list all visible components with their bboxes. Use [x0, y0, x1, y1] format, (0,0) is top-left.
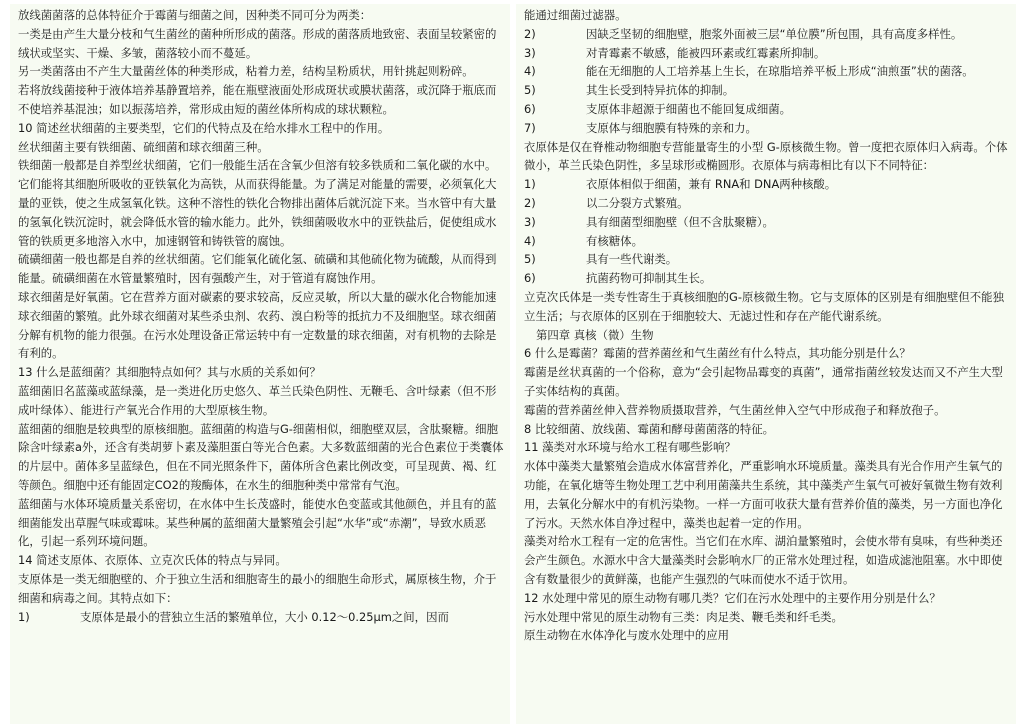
list-item [524, 81, 1010, 100]
list-text: 支原体是最小的营独立生活的繁殖单位，大小 0.12～0.25μm之间，因而 [80, 609, 449, 624]
paragraph: 藻类对给水工程有一定的危害性。当它们在水库、湖泊量繁殖时，会使水带有臭味，有些种类还会产生颜色。水源水中含大量藻类时会影响水厂的正常水处理过程，如造成滤池阻塞。水中即使含有数量很少的黄鲜藻，也能产生强烈的气味而使水不适于饮用。 [524, 534, 1003, 586]
list-number: 4) [524, 233, 536, 248]
list-text: 有核糖体。 [586, 233, 643, 248]
paragraph: 蓝细菌的细胞是较典型的原核细胞。蓝细菌的构造与G-细菌相似，细胞壁双层，含肽聚糖。细胞除含叶绿素a外，还含有类胡萝卜素及藻胆蛋白等光合色素。大多数蓝细菌的光合色素位于类囊体的片层中。菌体多呈蓝绿色，但在不同光照条件下，菌体所含色素比例改变，可呈现黄、褐、红等颜色。细胞中还有能固定CO2的羧酶体，在水生的细胞种类中常常有气泡。 [18, 421, 504, 492]
paragraph: 污水处理中常见的原生动物有三类：肉足类、鞭毛类和纤毛类。 [524, 609, 843, 624]
list-text: 支原体与细胞膜有特殊的亲和力。 [586, 120, 757, 135]
list-number: 3) [524, 45, 536, 60]
paragraph: 丝状细菌主要有铁细菌、硫细菌和球衣细菌三种。 [18, 139, 269, 154]
list-number: 2) [524, 195, 536, 210]
list-number: 2) [524, 26, 536, 41]
list-number: 5) [524, 83, 536, 98]
list-item [524, 100, 1010, 119]
list-item [524, 25, 1010, 44]
paragraph: 霉菌是丝状真菌的一个俗称，意为“会引起物品霉变的真菌”，通常指菌丝较发达而又不产生大型子实体结构的真菌。 [524, 365, 1003, 398]
list-item [524, 62, 1010, 81]
list-item [524, 194, 1010, 213]
list-number: 6) [524, 101, 536, 116]
question-heading: 12 水处理中常见的原生动物有哪几类？它们在污水处理中的主要作用分别是什么？ [524, 590, 941, 605]
list-number: 3) [524, 214, 536, 229]
list-number: 4) [524, 64, 536, 79]
list-text: 具有细菌型细胞壁（但不含肽聚糖）。 [586, 214, 774, 229]
list-text: 抗菌药物可抑制其生长。 [586, 271, 712, 286]
paragraph: 能通过细菌过滤器。 [524, 8, 627, 22]
list-text: 其生长受到特异抗体的抑制。 [586, 83, 735, 98]
list-text: 对青霉素不敏感，能被四环素或红霉素所抑制。 [586, 45, 826, 60]
paragraph: 球衣细菌是好氧菌。它在营养方面对碳素的要求较高，反应灵敏，所以大量的碳水化合物能加速球衣细菌的繁殖。此外球衣细菌对某些杀虫剂、农药、溴白粉等的抵抗力不及细胞坚。球衣细菌分解有机物的能力很强。在污水处理设备正常运转中有一定数量的球衣细菌，对有机物的去除是有利的。 [18, 289, 497, 361]
question-heading: 8 比较细菌、放线菌、霉菌和酵母菌菌落的特征。 [524, 421, 775, 436]
list-text: 具有一些代谢类。 [586, 252, 678, 267]
list-item [18, 608, 504, 627]
list-item [524, 119, 1010, 138]
list-number: 7) [524, 120, 536, 135]
list-item [524, 250, 1010, 269]
list-item [524, 232, 1010, 251]
list-text: 以二分裂方式繁殖。 [586, 195, 689, 210]
paragraph: 一类是由产生大量分枝和气生菌丝的菌种所形成的菌落。形成的菌落质地致密、表面呈较紧密的绒状或坚实、干燥、多皱，菌落较小而不蔓延。 [18, 26, 497, 60]
left-column [10, 4, 510, 724]
list-item [524, 213, 1010, 232]
paragraph: 铁细菌一般都是自养型丝状细菌，它们一般能生活在含氧少但溶有较多铁质和二氧化碳的水中。它们能将其细胞所吸收的亚铁氧化为高铁，从而获得能量。为了满足对能量的需要，必须氧化大量的亚铁，使之生成氢氧化铁。这种不溶性的铁化合物排出菌体后就沉淀下来。当水管中有大量的氢氧化铁沉淀时，就会降低水管的输水能力。此外，铁细菌吸收水中的亚铁盐后，促使组成水管的铁质更多地溶入水中，加速钢管和铸铁管的腐蚀。 [18, 158, 497, 248]
list-number: 6) [524, 271, 536, 286]
list-number: 1) [18, 609, 30, 624]
list-text: 支原体非超源于细菌也不能回复成细菌。 [586, 101, 792, 116]
paragraph: 立克次氏体是一类专性寄生于真核细胞的G-原核微生物。它与支原体的区别是有细胞壁但不能独立生活；与衣原体的区别在于细胞较大、无滤过性和存在产能代谢系统。 [524, 289, 1004, 323]
chapter-heading: 第四章 真核（微）生物 [536, 327, 654, 342]
list-item [524, 175, 1010, 194]
paragraph: 放线菌菌落的总体特征介于霉菌与细菌之间，因种类不同可分为两类： [18, 8, 372, 22]
question-heading: 14 简述支原体、衣原体、立克次氏体的特点与异同。 [18, 553, 287, 568]
paragraph: 原生动物在水体净化与废水处理中的应用 [524, 628, 730, 643]
list-text: 因缺乏坚韧的细胞壁，胞浆外面被三层“单位膜”所包围，具有高度多样性。 [586, 26, 963, 41]
list-item [524, 269, 1010, 288]
list-number: 5) [524, 252, 536, 267]
question-heading: 6 什么是霉菌？霉菌的营养菌丝和气生菌丝有什么特点，其功能分别是什么？ [524, 346, 911, 361]
paragraph: 支原体是一类无细胞壁的、介于独立生活和细胞寄生的最小的细胞生命形式，属原核生物，介于细菌和病毒之间。其特点如下： [18, 571, 497, 605]
paragraph: 蓝细菌与水体环境质量关系密切，在水体中生长茂盛时，能使水色变蓝或其他颜色，并且有的蓝细菌能发出草腥气味或霉味。某些种属的蓝细菌大量繁殖会引起“水华”或“赤潮”，导致水质恶化，引起一系列环境问题。 [18, 496, 497, 549]
question-heading: 11 藻类对水环境与给水工程有哪些影响？ [524, 440, 736, 455]
paragraph: 蓝细菌旧名蓝藻或蓝绿藻，是一类进化历史悠久、革兰氏染色阴性、无鞭毛、含叶绿素（但不形成叶绿体）、能进行产氧光合作用的大型原核生物。 [18, 383, 497, 417]
paragraph: 硫磺细菌一般也都是自养的丝状细菌。它们能氧化硫化氢、硫磺和其他硫化物为硫酸，从而得到能量。硫磺细菌在水管量繁殖时，因有强酸产生，对于管道有腐蚀作用。 [18, 252, 497, 286]
list-item [524, 44, 1010, 63]
question-heading: 10 简述丝状细菌的主要类型，它们的代特点及在给水排水工程中的作用。 [18, 120, 390, 135]
right-column [516, 4, 1016, 724]
paragraph: 若将放线菌接种于液体培养基静置培养，能在瓶壁液面处形成斑状或膜状菌落，或沉降于瓶底而不使培养基混浊；如以振荡培养，常形成由短的菌丝体所构成的球状颗粒。 [18, 83, 497, 116]
question-heading: 13 什么是蓝细菌？其细胞特点如何？其与水质的关系如何？ [18, 365, 321, 380]
paragraph: 另一类菌落由不产生大量菌丝体的种类形成，粘着力差，结构呈粉质状，用针挑起则粉碎。 [18, 64, 474, 79]
list-number: 1) [524, 177, 536, 192]
list-text: 能在无细胞的人工培养基上生长，在琼脂培养平板上形成“油煎蛋”状的菌落。 [586, 64, 974, 79]
paragraph: 水体中藻类大量繁殖会造成水体富营养化，严重影响水环境质量。藻类具有光合作用产生氧气的功能，在氧化塘等生物处理工艺中利用菌藻共生系统，其中藻类产生氧气可被好氧微生物有效利用，去氧化分解水中的有机污染物。一样一方面可收获大量有营养价值的藻类，另一方面也净化了污水。天然水体自净过程中，藻类也起着一定的作用。 [524, 459, 1003, 530]
paragraph: 衣原体是仅在脊椎动物细胞专营能量寄生的小型 G-原核微生物。曾一度把衣原体归入病毒。个体微小，革兰氏染色阴性，多呈球形或椭圆形。衣原体与病毒相比有以下不同特征： [524, 139, 1008, 173]
list-text: 衣原体相似于细菌，兼有 RNA和 DNA两种核酸。 [586, 177, 837, 192]
paragraph: 霉菌的营养菌丝伸入营养物质摄取营养，气生菌丝伸入空气中形成孢子和释放孢子。 [524, 402, 946, 417]
